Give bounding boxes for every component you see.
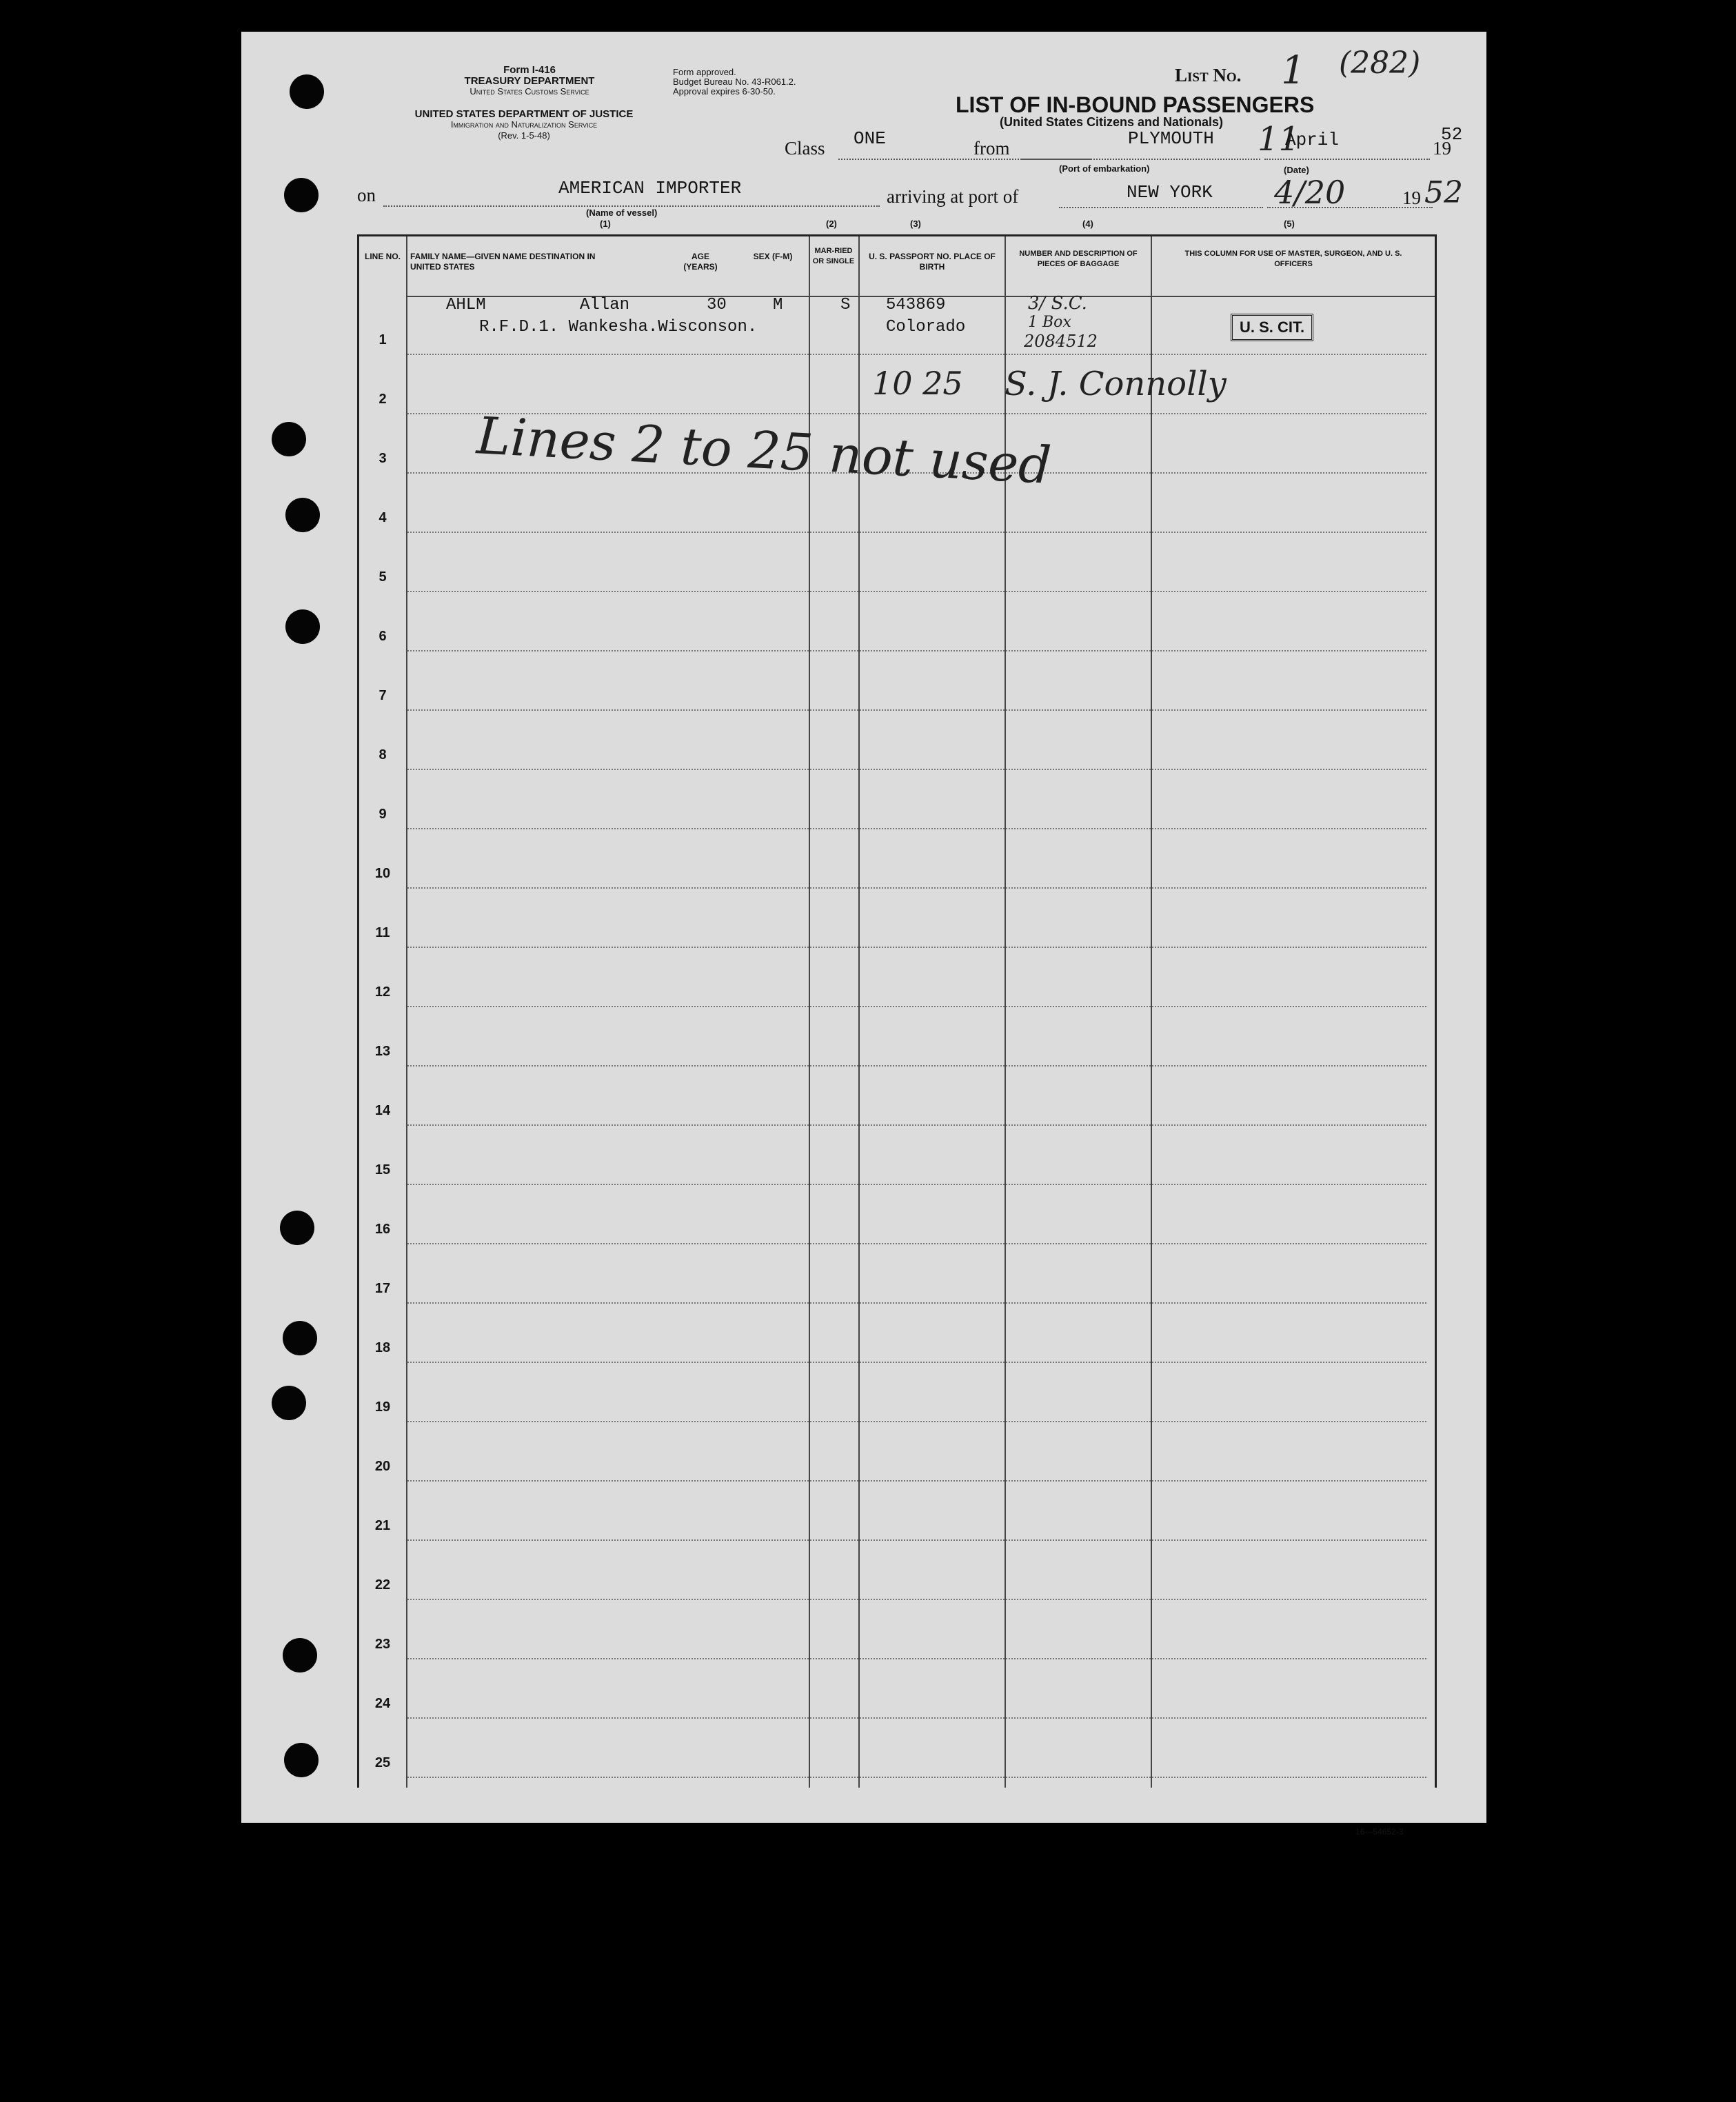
line-number: 22 xyxy=(374,1577,391,1593)
punch-hole xyxy=(280,1211,314,1245)
entry-given-name: Allan xyxy=(580,296,630,314)
list-no-label: List No. xyxy=(1175,65,1242,85)
line-number: 19 xyxy=(374,1399,391,1415)
line-number: 1 xyxy=(379,332,387,347)
date-underline xyxy=(1264,159,1430,160)
line-number: 3 xyxy=(379,451,387,466)
justice-dept: UNITED STATES DEPARTMENT OF JUSTICE xyxy=(414,108,634,120)
line-number: 11 xyxy=(375,925,390,940)
line-number: 21 xyxy=(374,1518,391,1533)
line-number: 5 xyxy=(379,569,387,585)
col-header-sex: SEX (F-M) xyxy=(753,252,793,261)
line-number: 16 xyxy=(374,1222,391,1237)
table-row xyxy=(359,1659,1435,1719)
col-num-4: (4) xyxy=(1082,219,1093,229)
arrival-port-underline xyxy=(1059,207,1263,208)
budget-bureau: Budget Bureau No. 43-R061.2. xyxy=(673,77,796,87)
line-number: 20 xyxy=(374,1459,391,1474)
punch-hole xyxy=(285,498,320,532)
col-num-1: (1) xyxy=(600,219,611,229)
class-value: ONE xyxy=(854,128,886,149)
punch-hole xyxy=(272,1386,306,1420)
departure-year: 52 xyxy=(1441,124,1463,145)
col-header-age: AGE (YEARS) xyxy=(683,252,718,272)
departure-day: 11 xyxy=(1258,120,1300,159)
entry-destination: R.F.D.1. Wankesha.Wisconson. xyxy=(479,318,758,336)
table-row xyxy=(359,1541,1435,1600)
line-number: 2 xyxy=(379,392,387,407)
row-rule xyxy=(407,1777,1426,1778)
date-caption: (Date) xyxy=(1284,165,1309,175)
footer-code: 16—54652-3 xyxy=(1355,1827,1404,1837)
departure-month: April xyxy=(1285,130,1340,150)
line-number: 25 xyxy=(374,1755,391,1770)
arrival-port: NEW YORK xyxy=(1127,182,1213,203)
vessel-name: AMERICAN IMPORTER xyxy=(558,178,742,199)
col-header-name: FAMILY NAME—GIVEN NAME DESTINATION IN UNITED STATES xyxy=(410,252,596,272)
line-number: 17 xyxy=(374,1281,391,1296)
table-row xyxy=(359,1482,1435,1541)
unused-lines-annotation: Lines 2 to 25 not used xyxy=(475,406,1053,496)
table-row xyxy=(359,592,1435,651)
treasury-dept: TREASURY DEPARTMENT xyxy=(464,75,595,87)
table-row xyxy=(359,1126,1435,1185)
from-underline xyxy=(1022,159,1260,160)
us-citizen-stamp: U. S. CIT. xyxy=(1231,314,1313,341)
customs-service: United States Customs Service xyxy=(470,86,589,97)
table-row xyxy=(359,829,1435,889)
col-header-baggage: NUMBER AND DESCRIPTION OF PIECES OF BAGGAGE xyxy=(1019,250,1138,268)
page-subtitle: (United States Citizens and Nationals) xyxy=(999,115,1224,129)
list-no-extra: (282) xyxy=(1339,46,1421,81)
table-row xyxy=(359,1007,1435,1067)
table-row xyxy=(359,1244,1435,1304)
line-number: 13 xyxy=(374,1044,391,1059)
list-no-value: 1 xyxy=(1281,48,1306,93)
from-value: PLYMOUTH xyxy=(1128,128,1214,149)
line-number: 15 xyxy=(374,1162,391,1178)
table-row xyxy=(359,1600,1435,1659)
table-row xyxy=(359,770,1435,829)
entry-family-name: AHLM xyxy=(446,296,486,314)
table-row xyxy=(359,1304,1435,1363)
on-label: on xyxy=(357,185,376,205)
form-approved: Form approved. xyxy=(673,67,736,77)
punch-hole xyxy=(272,422,306,456)
arrival-date: 4/20 xyxy=(1274,174,1346,211)
table-row xyxy=(359,651,1435,711)
entry-passport: 543869 xyxy=(886,296,946,314)
baggage-note-3: 2084512 xyxy=(1024,332,1098,351)
punch-hole xyxy=(285,609,320,644)
form-revision: (Rev. 1-5-48) xyxy=(498,130,550,141)
table-row xyxy=(359,1422,1435,1482)
vessel-underline xyxy=(383,205,880,207)
arrival-year: 52 xyxy=(1424,175,1463,210)
baggage-note-2: 1 Box xyxy=(1028,314,1071,331)
approval-expires: Approval expires 6-30-50. xyxy=(673,86,776,97)
entry-birthplace: Colorado xyxy=(886,318,966,336)
col-header-line: LINE NO. xyxy=(364,252,401,261)
col-num-5: (5) xyxy=(1284,219,1295,229)
line-number: 24 xyxy=(374,1696,391,1711)
table-row xyxy=(359,889,1435,948)
col-num-2: (2) xyxy=(826,219,837,229)
line-number: 10 xyxy=(374,866,391,881)
page-title: LIST OF IN-BOUND PASSENGERS xyxy=(956,92,1315,117)
punch-hole xyxy=(283,1638,317,1672)
from-label: from xyxy=(973,138,1010,159)
table-row xyxy=(359,1363,1435,1422)
departure-year-prefix: 19 xyxy=(1433,138,1451,159)
port-caption: (Port of embarkation) xyxy=(1059,163,1150,174)
table-row xyxy=(359,1719,1435,1778)
line-number: 23 xyxy=(374,1637,391,1652)
line-number: 7 xyxy=(379,688,387,703)
form-number: Form I-416 xyxy=(503,64,556,76)
arriving-label: arriving at port of xyxy=(887,186,1019,207)
line-number: 12 xyxy=(374,984,391,1000)
entry-sex: M xyxy=(773,296,783,314)
punch-hole xyxy=(283,1321,317,1355)
passenger-table xyxy=(357,234,1437,1788)
baggage-note-1: 3/ S.C. xyxy=(1028,293,1087,314)
arrival-year-prefix: 19 xyxy=(1402,188,1421,208)
col-num-3: (3) xyxy=(910,219,921,229)
punch-hole xyxy=(284,1743,319,1777)
entry-age: 30 xyxy=(707,296,727,314)
line-number: 18 xyxy=(374,1340,391,1355)
col-header-married: MAR-RIED OR SINGLE xyxy=(812,247,855,265)
officer-signature: S. J. Connolly xyxy=(1005,365,1227,403)
punch-hole xyxy=(284,178,319,212)
entry-marital: S xyxy=(840,296,851,314)
line-number: 14 xyxy=(374,1103,391,1118)
table-row xyxy=(359,1185,1435,1244)
punch-hole xyxy=(290,74,324,109)
line-number: 4 xyxy=(379,510,387,525)
ins-service: Immigration and Naturalization Service xyxy=(450,119,598,130)
class-label: Class xyxy=(785,138,825,159)
col-header-officers: THIS COLUMN FOR USE OF MASTER, SURGEON, AND U. S. OFFICERS xyxy=(1184,250,1402,268)
vessel-caption: (Name of vessel) xyxy=(586,208,658,218)
table-row xyxy=(359,533,1435,592)
table-row xyxy=(359,1067,1435,1126)
table-row xyxy=(359,948,1435,1007)
time-note: 10 25 xyxy=(872,365,963,402)
table-row xyxy=(359,711,1435,770)
line-number: 8 xyxy=(379,747,387,762)
line-number: 9 xyxy=(379,807,387,822)
col-header-passport: U. S. PASSPORT NO. PLACE OF BIRTH xyxy=(869,252,996,272)
line-number: 6 xyxy=(379,629,387,644)
